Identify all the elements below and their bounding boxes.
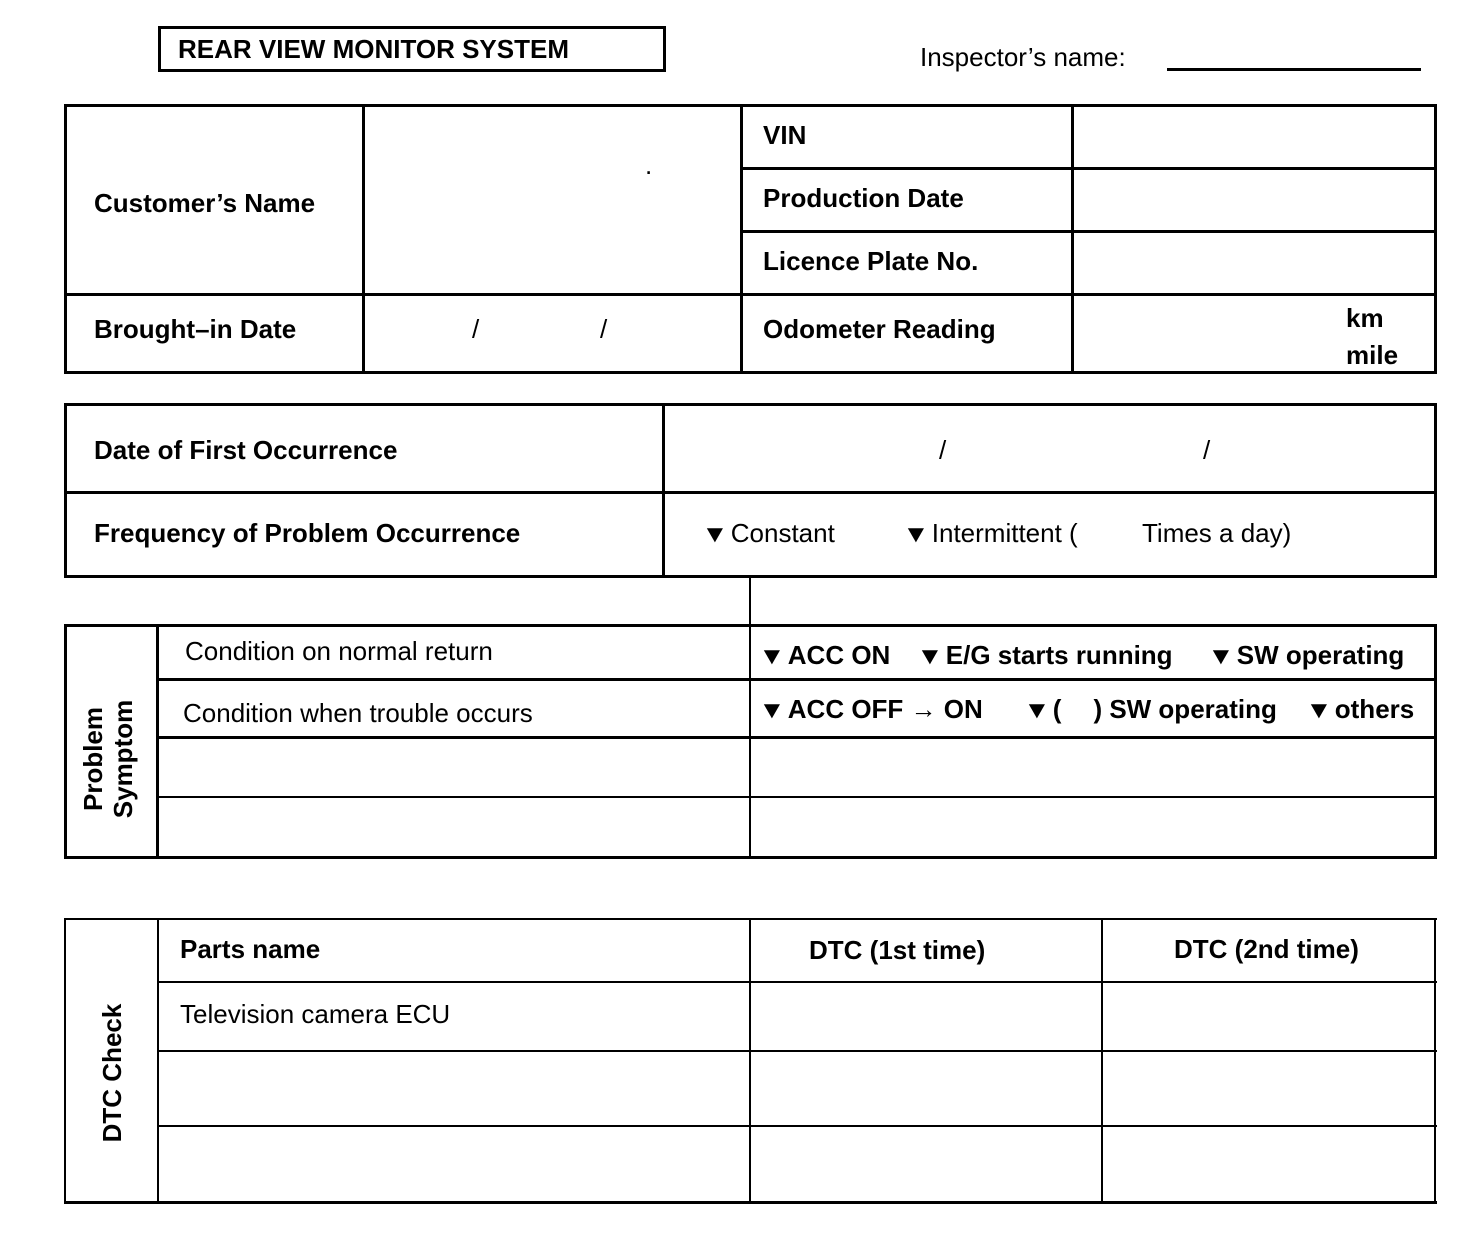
option-sw-operating-label: SW operating xyxy=(1236,640,1405,670)
odometer-field[interactable] xyxy=(1075,297,1335,370)
first-occurrence-date-field[interactable] xyxy=(666,407,1432,490)
date-separator: / xyxy=(472,314,480,344)
brought-in-date-label: Brought–in Date xyxy=(94,314,297,344)
production-date-field[interactable] xyxy=(1075,171,1433,229)
dtc-first-field[interactable] xyxy=(752,1128,1100,1200)
symptom-extra-label-field[interactable] xyxy=(160,740,748,795)
customer-name-label: Customer’s Name xyxy=(94,188,316,218)
down-triangle-icon: ▼ xyxy=(1305,697,1333,724)
parts-name-field[interactable] xyxy=(160,1128,748,1200)
down-triangle-icon: ▼ xyxy=(902,521,930,548)
down-triangle-icon: ▼ xyxy=(758,697,786,724)
problem-symptom-line2: Symptom xyxy=(108,699,138,819)
dtc-first-field[interactable] xyxy=(752,1053,1100,1124)
symptom-extra-value-field[interactable] xyxy=(752,740,1432,795)
option-acc-off-on[interactable] xyxy=(760,694,983,726)
odometer-label: Odometer Reading xyxy=(763,314,996,344)
odometer-unit-mile[interactable]: mile xyxy=(1346,340,1399,370)
vin-field[interactable] xyxy=(1075,108,1433,166)
down-triangle-icon: ▼ xyxy=(916,643,944,670)
dtc-first-field[interactable] xyxy=(752,984,1100,1049)
dtc-second-field[interactable] xyxy=(1104,1053,1433,1124)
dtc-check-label: DTC Check xyxy=(97,1003,127,1143)
down-triangle-icon: ▼ xyxy=(1023,697,1051,724)
parts-name-cell: Television camera ECU xyxy=(180,999,451,1029)
date-separator: / xyxy=(1203,435,1211,465)
option-eg-starts-running[interactable] xyxy=(918,640,1173,672)
trouble-occurs-label: Condition when trouble occurs xyxy=(183,698,533,728)
option-sw-operating-custom[interactable] xyxy=(1025,694,1277,726)
date-separator: / xyxy=(600,314,608,344)
licence-plate-label: Licence Plate No. xyxy=(763,246,979,276)
customer-name-dot: . xyxy=(645,150,653,180)
option-intermittent-label: Intermittent ( xyxy=(931,518,1078,548)
inspector-label: Inspector’s name: xyxy=(920,42,1126,72)
odometer-unit-km[interactable]: km xyxy=(1346,303,1384,333)
brought-in-date-field[interactable] xyxy=(366,297,738,370)
option-others[interactable] xyxy=(1307,694,1414,726)
symptom-extra-value-field[interactable] xyxy=(752,799,1432,855)
option-constant[interactable] xyxy=(703,518,835,550)
problem-symptom-label xyxy=(78,639,142,879)
form-title: REAR VIEW MONITOR SYSTEM xyxy=(178,34,569,64)
frequency-label: Frequency of Problem Occurrence xyxy=(94,518,521,548)
option-eg-starts-running-label: E/G starts running xyxy=(945,640,1173,670)
option-sw-operating-custom-label: ) SW operating xyxy=(1093,694,1277,724)
inspector-name-field[interactable] xyxy=(1167,40,1421,71)
option-sw-open-paren: ( xyxy=(1052,694,1062,724)
licence-plate-field[interactable] xyxy=(1075,234,1433,292)
dtc-second-field[interactable] xyxy=(1104,984,1433,1049)
vin-label: VIN xyxy=(763,120,807,150)
col-dtc-first: DTC (1st time) xyxy=(809,935,986,965)
col-dtc-second: DTC (2nd time) xyxy=(1174,934,1359,964)
production-date-label: Production Date xyxy=(763,183,964,213)
down-triangle-icon: ▼ xyxy=(701,521,729,548)
normal-return-label: Condition on normal return xyxy=(185,636,493,666)
times-a-day-label: Times a day) xyxy=(1142,518,1292,548)
down-triangle-icon: ▼ xyxy=(758,643,786,670)
down-triangle-icon: ▼ xyxy=(1207,643,1235,670)
dtc-second-field[interactable] xyxy=(1104,1128,1433,1200)
option-others-label: others xyxy=(1334,694,1415,724)
option-acc-on-label: ACC ON xyxy=(787,640,891,670)
date-separator: / xyxy=(939,435,947,465)
first-occurrence-label: Date of First Occurrence xyxy=(94,435,398,465)
option-acc-on[interactable] xyxy=(760,640,890,672)
option-intermittent[interactable] xyxy=(904,518,1078,550)
option-acc-off-on-label: ACC OFF → ON xyxy=(787,694,983,724)
problem-symptom-line1: Problem xyxy=(78,706,108,812)
col-parts-name: Parts name xyxy=(180,934,321,964)
option-constant-label: Constant xyxy=(730,518,835,548)
option-sw-operating[interactable] xyxy=(1209,640,1404,672)
symptom-extra-label-field[interactable] xyxy=(160,799,748,855)
customer-name-field[interactable] xyxy=(366,108,738,292)
parts-name-field[interactable] xyxy=(160,1053,748,1124)
times-a-day-field[interactable] xyxy=(1095,514,1137,550)
